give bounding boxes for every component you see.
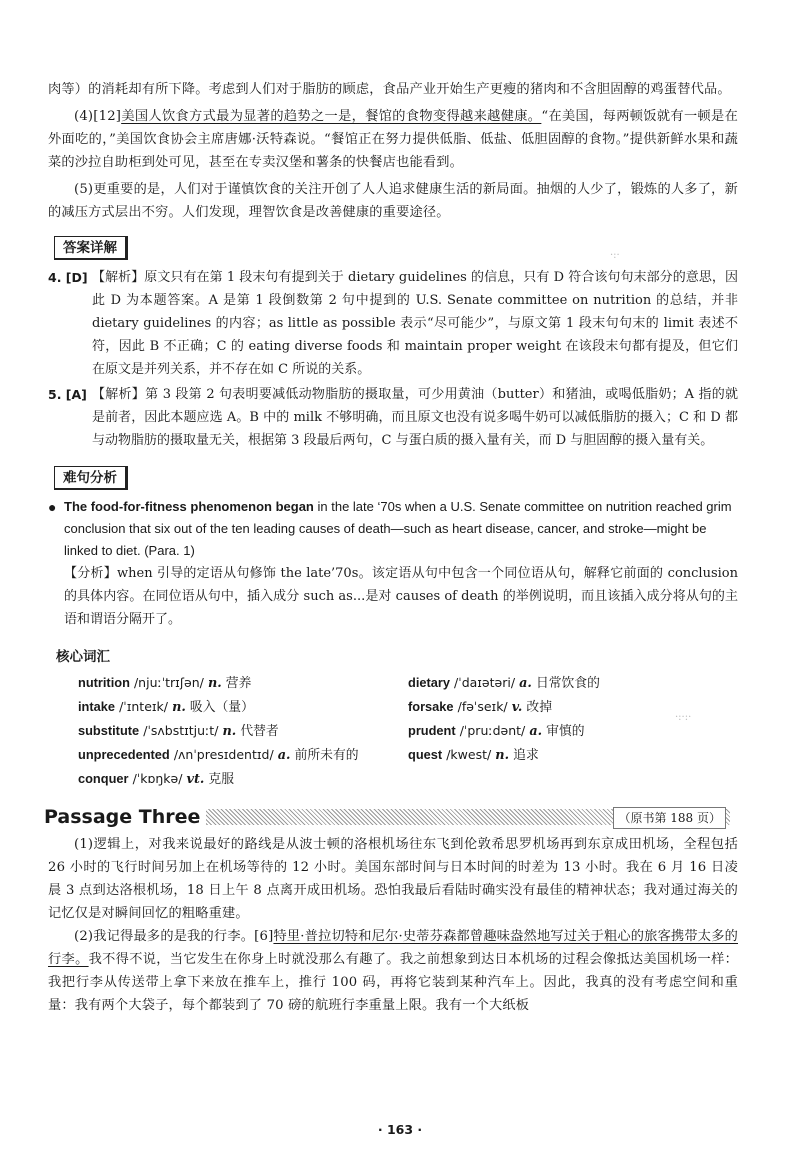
difficult-sentence [48, 496, 738, 562]
vocab-meaning: 营养 [225, 676, 252, 691]
vocab-meaning: 克服 [208, 772, 235, 787]
vocab-item [78, 767, 408, 791]
answer-tag: 【解析】 [92, 270, 145, 285]
answer-number: 5. [A] [48, 387, 87, 402]
para2-underlined-sentence: 特里·普拉切特和尼尔·史蒂芬森都曾趣味盎然地写过关于粗心的旅客携带太多的行李。 [48, 929, 738, 967]
vocab-phonetic: /kwest/ [446, 747, 492, 762]
vocab-phonetic: /ˈsʌbstɪtjuːt/ [143, 723, 219, 738]
page-number: · 163 · [377, 1122, 423, 1137]
vocab-meaning: 前所未有的 [294, 748, 359, 763]
scan-speck-icon: ·:· [610, 250, 620, 261]
vocab-phonetic: /ˈpruːdənt/ [459, 723, 526, 738]
translation-paragraph-5: (5)更重要的是，人们对于谨慎饮食的关注开创了人人追求健康生活的新局面。抽烟的人少了，锻炼的人多了，新的减压方式层出不穷。人们发现，理智饮食是改善健康的重要途径。 [48, 182, 738, 220]
vocab-heading: 核心词汇 [56, 649, 110, 665]
para2-rest: 我不得不说，当它发生在你身上时就没那么有趣了。我之前想象到达日本机场的过程会像抵达美国机场一样：我把行李从传送带上拿下来放在推车上，推行 100 码，再将它装到某种汽车上。因此，我真的没有考虑空间和重量：我有两个大袋子，每个都装到了 70 磅的航班行李重量上限。我有一个大纸板 [48, 952, 738, 1013]
vocab-part-of-speech: v. [511, 700, 523, 715]
answers-heading: 答案详解 [54, 236, 128, 260]
vocab-part-of-speech: n. [172, 700, 186, 715]
vocab-word: quest [408, 747, 443, 762]
vocab-word: nutrition [78, 675, 130, 690]
translation-paragraph-3-end: 肉等）的消耗却有所下降。考虑到人们对于脂肪的顾虑，食品产业开始生产更瘦的猪肉和不含胆固醇的鸡蛋替代品。 [48, 82, 731, 97]
vocab-meaning: 代替者 [240, 724, 279, 739]
para4-underlined-sentence: 美国人饮食方式最为显著的趋势之一是，餐馆的食物变得越来越健康。 [121, 109, 542, 124]
vocab-phonetic: /ˈkɒŋkə/ [132, 771, 183, 786]
vocab-part-of-speech: n. [222, 724, 237, 739]
scan-speck-icon: ·:·:· [675, 712, 692, 723]
vocab-part-of-speech: a. [529, 724, 543, 739]
difficult-heading-wrap [48, 466, 738, 490]
vocab-item [78, 743, 408, 767]
vocab-phonetic: /ʌnˈpresɪdentɪd/ [173, 747, 274, 762]
answer-number: 4. [D] [48, 270, 88, 285]
vocab-phonetic: /fəˈseɪk/ [457, 699, 508, 714]
para2-label: (2)我记得最多的是我的行李。 [74, 929, 255, 944]
answer-item-5 [48, 383, 738, 452]
passage-title: Passage Three [44, 805, 206, 829]
sentence-rest: in the late ‘70s when a U.S. Senate committee on nutrition reached grim conclusion that six out of the ten leading causes of death—such as heart disease, cancer, and stroke—might be linked to diet. [64, 499, 732, 558]
answer-item-4 [48, 266, 738, 381]
vocab-word: dietary [408, 675, 450, 690]
vocab-item [408, 743, 738, 767]
page-body [44, 78, 738, 1017]
vocab-word: intake [78, 699, 115, 714]
vocab-meaning: 审慎的 [546, 724, 585, 739]
vocab-meaning: 日常饮食的 [535, 676, 600, 691]
difficult-sentence-heading: 难句分析 [54, 466, 128, 490]
answer-tag: 【解析】 [92, 387, 146, 402]
analysis-text: when 引导的定语从句修饰 the late’70s。该定语从句中包含一个同位语从句，解释它前面的 conclusion 的具体内容。在同位语从句中，插入成分 such as...是对 causes of death 的举例说明，而且该插入成分将从句的主语和谓语分隔开了。 [64, 566, 738, 627]
vocab-item [78, 695, 408, 719]
answers-heading-wrap [48, 236, 738, 260]
analysis-tag: 【分析】 [64, 566, 117, 581]
answer-text: 原文只有在第 1 段末句有提到关于 dietary guidelines 的信息，只有 D 符合该句句末部分的意思，因此 D 为本题答案。A 是第 1 段倒数第 2 句中提到的 U.S. Senate committee on nutrition 的总结，并非 dietary guidelines 的内容；as little as possible 表示“尽可能少”，与原文第 1 段末句句末的 limit 表述不符，因此 B 不正确；C 的 eating diverse foods 和 maintain proper weight 在该段末句都有提及，但它们在原文是并列关系，并不存在如 C 所说的关系。 [92, 270, 738, 377]
translation-paragraph-4 [48, 105, 738, 174]
vocab-part-of-speech: a. [519, 676, 532, 691]
vocab-phonetic: /ˈdaɪətəri/ [454, 675, 516, 690]
vocab-word: prudent [408, 723, 456, 738]
vocab-item [78, 719, 408, 743]
answer-text: 第 3 段第 2 句表明要减低动物脂肪的摄取量，可少用黄油（butter）和猪油，或喝低脂奶；A 指的就是前者，因此本题应选 A。B 中的 milk 不够明确，而且原文也没有说多喝牛奶可以减低脂肪的摄入；C 和 D 都与动物脂肪的摄取量无关，根据第 3 段最后两句，C 与蛋白质的摄入量有关，而 D 与胆固醇的摄入量有关。 [92, 387, 738, 448]
vocab-part-of-speech: vt. [186, 772, 205, 787]
sentence-ref: (Para. 1) [140, 543, 195, 558]
para4-rest: “在美国，每两顿饭就有一顿是在外面吃的，”美国饮食协会主席唐娜·沃特森说。“餐馆正在努力提供低脂、低盐、低胆固醇的食物。”提供新鲜水果和蔬菜的沙拉自助柜到处可见，甚至在专卖汉堡和薯条的快餐店也能看到。 [48, 109, 738, 170]
para4-label: (4)[12] [74, 109, 122, 124]
sentence-bold-part: The food-for-fitness phenomenon began [64, 499, 314, 514]
vocab-phonetic: /ˈɪnteɪk/ [119, 699, 168, 714]
vocab-part-of-speech: n. [207, 676, 222, 691]
para2-question-number: [6] [254, 929, 274, 944]
vocab-part-of-speech: n. [495, 748, 510, 763]
passage-paragraph-1: (1)逻辑上，对我来说最好的路线是从波士顿的洛根机场往东飞到伦敦希思罗机场再到东京成田机场，全程包括 26 小时的飞行时间另加上在机场等待的 12 小时。美国东部时间与日本时间的时差为 13 小时。我在 6 月 16 日凌晨 3 点到达洛根机场，18 日上午 8 点离开成田机场。恐怕我最后看陆时确实没有最佳的精神状态；我对通过海关的记忆仅是对瞬间回忆的粗略重建。 [48, 837, 738, 921]
vocab-meaning: 改掉 [526, 700, 553, 715]
vocab-word: unprecedented [78, 747, 170, 762]
sentence-analysis [48, 562, 738, 631]
vocab-item [408, 671, 738, 695]
passage-paragraph-2 [48, 925, 738, 1017]
vocab-word: conquer [78, 771, 129, 786]
vocab-word: forsake [408, 699, 454, 714]
source-page-ref: （原书第 188 页） [613, 807, 726, 829]
bullet-icon: ● [48, 499, 57, 515]
passage-title-bar [44, 805, 730, 829]
vocab-meaning: 吸入（量） [189, 700, 254, 715]
vocab-meaning: 追求 [513, 748, 539, 763]
vocab-part-of-speech: a. [277, 748, 291, 763]
vocab-phonetic: /njuːˈtrɪʃən/ [133, 675, 204, 690]
vocab-list [78, 671, 738, 791]
vocab-word: substitute [78, 723, 140, 738]
vocab-item [78, 671, 408, 695]
